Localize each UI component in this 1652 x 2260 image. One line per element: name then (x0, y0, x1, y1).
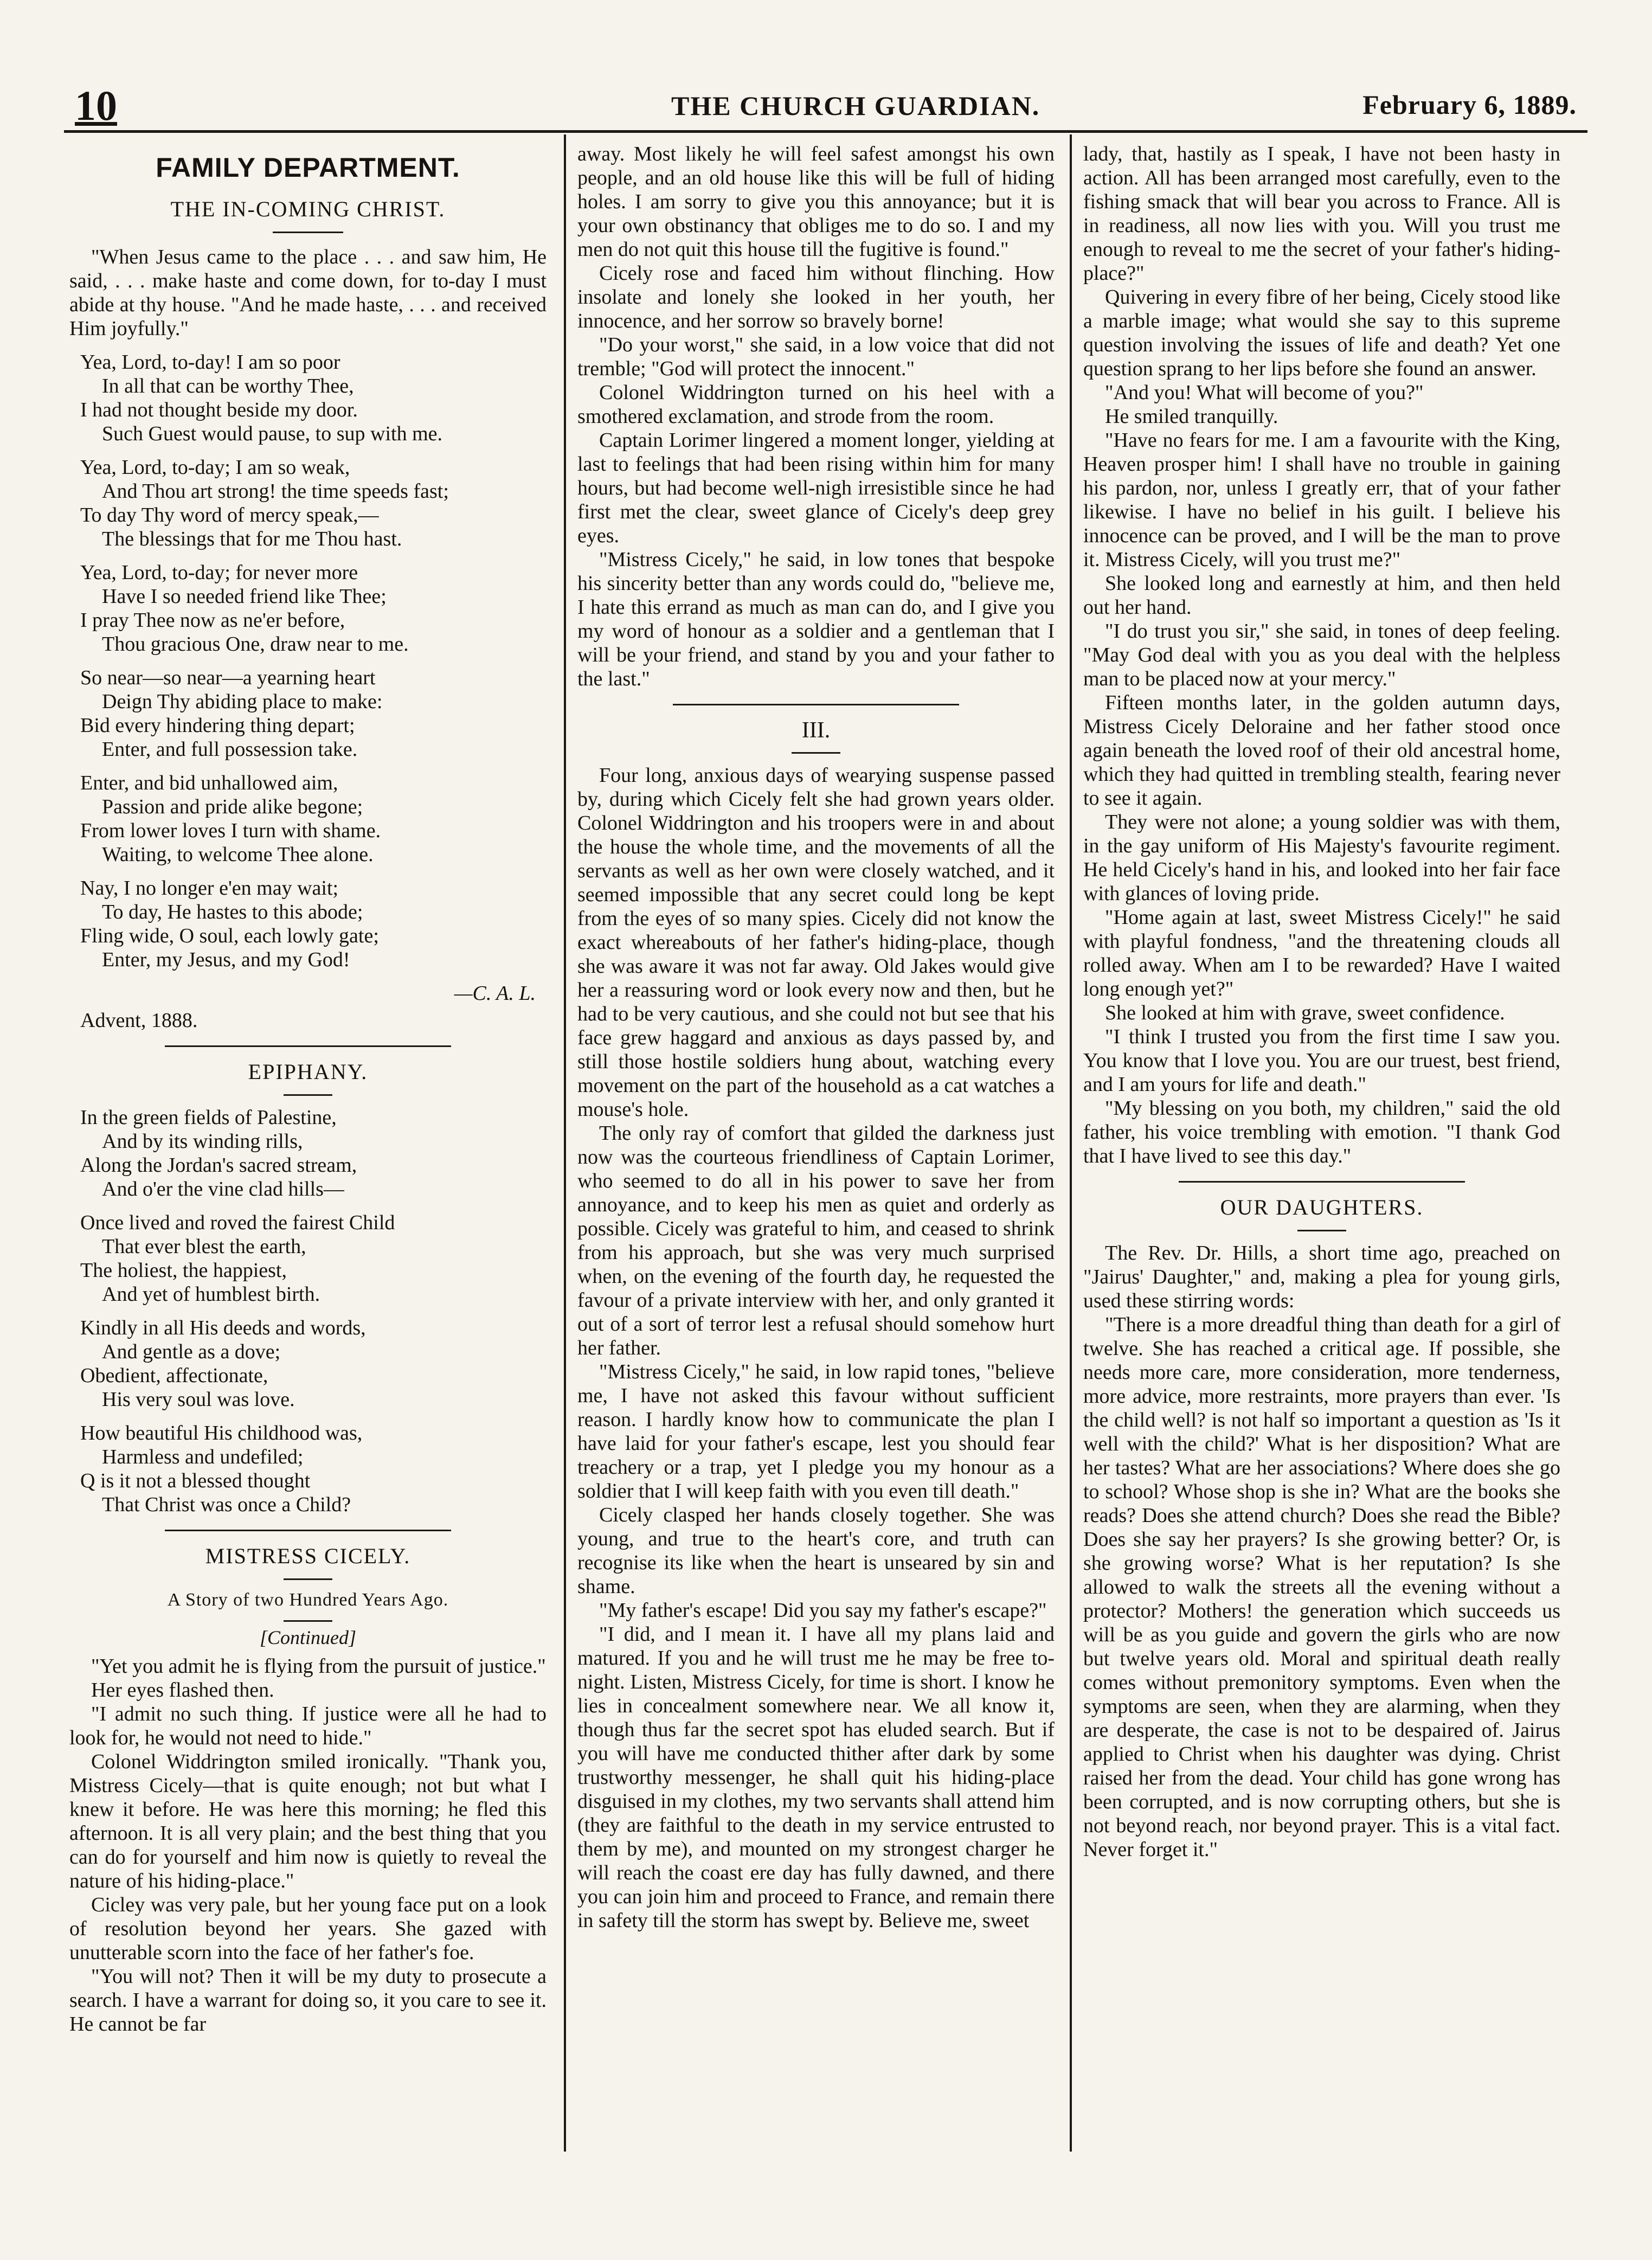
verse-line: Yea, Lord, to-day; for never more (80, 561, 358, 584)
divider (165, 1530, 451, 1531)
poem-title: THE IN-COMING CHRIST. (170, 197, 446, 221)
paragraph: Cicely clasped her hands closely together. She was young, and true to the heart's core, and truth can recognise its like when the heart is unseared by sin and shame. (577, 1504, 1055, 1598)
column-rule (564, 134, 566, 2152)
paragraph: "My blessing on you both, my children," said the old father, his voice trembling with emotion. "I thank God that I have lived to see this day." (1083, 1097, 1560, 1167)
paragraph: Cicley was very pale, but her young face put on a look of resolution beyond her years. She gazed with unutterable scorn into the face of her father's foe. (69, 1893, 547, 1964)
poem-signature: —C. A. L. (454, 982, 536, 1005)
divider (1297, 1230, 1346, 1231)
story-text (69, 1654, 547, 2036)
verse-line: And yet of humblest birth. (102, 1283, 320, 1306)
paragraph: She looked at him with grave, sweet confidence. (1105, 1001, 1505, 1024)
paragraph: Colonel Widdrington smiled ironically. "Thank you, Mistress Cicely—that is quite enough; not but what I knew it before. He was here this morning; he fled this afternoon. It is all very plain; and the best thing that you can do for yourself and him now is quietly to reveal the nature of his hiding-place." (69, 1750, 547, 1892)
divider (273, 232, 343, 233)
divider (673, 704, 959, 705)
paragraph: "I did, and I mean it. I have all my plans laid and matured. If you and he will trust me he may be free to-night. Listen, Mistress Cicely, for time is short. I know he lies in concealment somewhere near. We all know it, though thus far the secret spot has eluded search. But if you will have me conducted thither after dark by some trustworthy messenger, he shall quit his hiding-place disguised in my clothes, my two servants shall attend him (they are faithful to the death in my service entrusted to them by me), and mounted on my strongest charger he will reach the coast ere day has fully dawned, and there you can join him and proceed to France, and remain there in safety till the storm has swept by. Believe me, sweet (577, 1623, 1055, 1932)
column-1 (69, 142, 547, 2148)
verse-line: From lower loves I turn with shame. (80, 819, 381, 842)
paragraph: "I think I trusted you from the first time I saw you. You know that I love you. You are our truest, best friend, and I am yours for life and death." (1083, 1025, 1560, 1096)
verse-line: Yea, Lord, to-day; I am so weak, (80, 456, 350, 479)
article-text (1083, 1241, 1560, 1861)
verse-line: Q is it not a blessed thought (80, 1469, 311, 1492)
paragraph: "Mistress Cicely," he said, in low rapid tones, "believe me, I have not asked this favour without sufficient reason. I hardly know how to communicate the plan I have laid for your father's escape, lest you should fear treachery or a trap, yet I pledge you my honour as a soldier that I will keep faith with you even till death." (577, 1360, 1055, 1503)
verse-line: Harmless and undefiled; (102, 1446, 304, 1468)
verse-line: Deign Thy abiding place to make: (102, 690, 383, 713)
verse-line: Such Guest would pause, to sup with me. (102, 422, 443, 445)
column-2 (577, 142, 1055, 2148)
paragraph: "Mistress Cicely," he said, in low tones that bespoke his sincerity better than any words could do, "believe me, I hate this errand as much as man can do, and I give you my word of honour as a soldier and a gentleman that I will be your friend, and stand by you and your father to the last." (577, 548, 1055, 690)
verse-line: Kindly in all His deeds and words, (80, 1317, 366, 1339)
verse-line: How beautiful His childhood was, (80, 1422, 363, 1444)
article-title: OUR DAUGHTERS. (1220, 1195, 1424, 1219)
epigraph: "When Jesus came to the place . . . and saw him, He said, . . . make haste and come down, for to-day I must abide at thy house. "And he made haste, . . . and received Him joyfully." (69, 246, 547, 340)
verse-line: Along the Jordan's sacred stream, (80, 1154, 357, 1177)
verse-line: Once lived and roved the fairest Child (80, 1211, 395, 1234)
verse-line: To day, He hastes to this abode; (102, 901, 363, 923)
verse-line: I pray Thee now as ne'er before, (80, 609, 345, 632)
verse-line: So near—so near—a yearning heart (80, 666, 376, 689)
page-header (64, 81, 1587, 130)
paragraph: Colonel Widdrington turned on his heel with a smothered exclamation, and strode from the room. (577, 381, 1055, 428)
story-text (577, 763, 1055, 1932)
section-numeral: III. (801, 718, 831, 743)
verse-line: The blessings that for me Thou hast. (102, 528, 402, 550)
verse-line: To day Thy word of mercy speak,— (80, 504, 379, 527)
paragraph: The Rev. Dr. Hills, a short time ago, preached on "Jairus' Daughter," and, making a plea for young girls, used these stirring words: (1083, 1242, 1560, 1312)
paragraph: Cicely rose and faced him without flinching. How insolate and lonely she looked in her youth, her innocence, and her sorrow so bravely borne! (577, 262, 1055, 332)
paragraph: "There is a more dreadful thing than death for a girl of twelve. She has reached a critical age. If possible, she needs more care, more consideration, more tenderness, more advice, more restraints, more prayers than ever. 'Is the child well? is not half so important a question as 'Is it well with the child?' What is her disposition? What are her tastes? What are her associations? Where does she go to school? Whose shop is she in? What are the books she reads? Does she attend church? Does she read the Bible? Does she say her prayers? Is she growing better? Or, is she growing worse? What is her reputation? Is she allowed to walk the streets all the evening without a protector? Mothers! the generation which succeeds us will be as you guide and govern the girls who are now but twelve years old. Moral and spiritual death really comes without premonitory symptoms. Even when the symptoms are seen, when they are alarming, when they are desperate, the case is not to be despaired of. Jairus applied to Christ when his daughter was dying. Christ raised her from the dead. Your child has gone wrong has been corrupted, and is now corrupting others, but she is not beyond reach, nor beyond prayer. This is a vital fact. Never forget it." (1083, 1313, 1560, 1861)
stanza (80, 350, 547, 446)
paragraph: The only ray of comfort that gilded the darkness just now was the courteous friendliness of Captain Lorimer, who seemed to do all in his power to save her from annoyance, and to keep his men as quiet and orderly as possible. Cicely was grateful to him, and ceased to shrink from his approach, but she was very much surprised when, on the evening of the fourth day, he requested the favour of a private interview with her, and only granted it out of a sort of terror lest a refusal should somehow hurt her father. (577, 1122, 1055, 1359)
issue-date: February 6, 1889. (1362, 89, 1577, 120)
divider (284, 1620, 332, 1622)
stanza (80, 1316, 547, 1411)
divider (792, 752, 840, 754)
stanza (80, 561, 547, 656)
verse-line: Enter, and bid unhallowed aim, (80, 772, 338, 794)
paragraph: "I do trust you sir," she said, in tones of deep feeling. "May God deal with you as you deal with the helpless man to be placed now at your mercy." (1083, 620, 1560, 690)
verse-line: Have I so needed friend like Thee; (102, 585, 387, 608)
stanza (80, 1106, 547, 1201)
story-subtitle: A Story of two Hundred Years Ago. (167, 1590, 449, 1610)
verse-line: Waiting, to welcome Thee alone. (102, 843, 374, 866)
column-rule (1070, 134, 1072, 2152)
verse-line: And gentle as a dove; (102, 1340, 281, 1363)
paragraph: They were not alone; a young soldier was with them, in the gay uniform of His Majesty's favourite regiment. He held Cicely's hand in his, and looked into her fair face with glances of loving pride. (1083, 811, 1560, 905)
stanza (80, 771, 547, 866)
poem-dateline: Advent, 1888. (80, 1009, 198, 1032)
paragraph: "Do your worst," she said, in a low voice that did not tremble; "God will protect the innocent." (577, 333, 1055, 380)
stanza (80, 666, 547, 761)
divider (284, 1094, 332, 1096)
paragraph: Captain Lorimer lingered a moment longer, yielding at last to feelings that had been rising within him for many hours, but had become well-nigh irresistible since he had first met the clear, sweet glance of Cicely's deep grey eyes. (577, 429, 1055, 547)
paragraph: away. Most likely he will feel safest amongst his own people, and an old house like this will be full of hiding holes. I am sorry to give you this annoyance; but it is your own obstinancy that obliges me to do so. I and my men do not quit this house till the fugitive is found." (577, 143, 1055, 261)
page-number: 10 (75, 82, 117, 129)
poem-body (69, 1106, 547, 1517)
story-text (1083, 142, 1560, 1168)
column-3 (1083, 142, 1560, 2148)
verse-line: His very soul was love. (102, 1388, 295, 1411)
verse-line: Enter, and full possession take. (102, 738, 358, 761)
poem-body (69, 350, 547, 972)
verse-line: Passion and pride alike begone; (102, 795, 363, 818)
divider (165, 1045, 451, 1047)
paragraph: lady, that, hastily as I speak, I have not been hasty in action. All has been arranged most carefully, even to the fishing smack that will bear you across to France. All is in readiness, all now lies with you. Will you trust me enough to reveal to me the secret of your father's hiding-place?" (1083, 143, 1560, 285)
stanza (80, 1211, 547, 1306)
header-rule (64, 130, 1587, 133)
paragraph: "Have no fears for me. I am a favourite with the King, Heaven prosper him! I shall have no trouble in gaining his pardon, nor, unless I greatly err, that of your father likewise. I have no belief in his guilt. I believe his innocence can be proved, and I will be the man to prove it. Mistress Cicely, will you trust me?" (1083, 429, 1560, 571)
verse-line: Fling wide, O soul, each lowly gate; (80, 924, 379, 947)
paragraph: "And you! What will become of you?" (1105, 381, 1424, 404)
story-title: MISTRESS CICELY. (205, 1544, 411, 1568)
verse-line: And Thou art strong! the time speeds fast; (102, 480, 449, 503)
divider (284, 1578, 332, 1580)
verse-line: And by its winding rills, (102, 1130, 303, 1153)
verse-line: The holiest, the happiest, (80, 1259, 287, 1282)
verse-line: And o'er the vine clad hills— (102, 1178, 344, 1200)
verse-line: Bid every hindering thing depart; (80, 714, 355, 737)
continued-note: [Continued] (259, 1627, 356, 1648)
publication-title: THE CHURCH GUARDIAN. (671, 91, 1040, 121)
paragraph: Her eyes flashed then. (91, 1679, 274, 1702)
verse-line: In the green fields of Palestine, (80, 1106, 337, 1129)
divider (1179, 1181, 1465, 1183)
verse-line: Yea, Lord, to-day! I am so poor (80, 351, 340, 374)
paragraph: "I admit no such thing. If justice were all he had to look for, he would not need to hide." (69, 1703, 547, 1749)
story-text (577, 142, 1055, 691)
verse-line: Nay, I no longer e'en may wait; (80, 877, 339, 900)
paragraph: "My father's escape! Did you say my father's escape?" (599, 1599, 1047, 1622)
poem-title: EPIPHANY. (248, 1060, 368, 1084)
paragraph: "Yet you admit he is flying from the pursuit of justice." (91, 1655, 546, 1678)
verse-line: That Christ was once a Child? (102, 1493, 351, 1516)
verse-line: In all that can be worthy Thee, (102, 375, 354, 397)
verse-line: I had not thought beside my door. (80, 399, 358, 421)
paragraph: "You will not? Then it will be my duty to prosecute a search. I have a warrant for doing so, it you care to see it. He cannot be far (69, 1965, 547, 2036)
stanza (80, 455, 547, 551)
paragraph: She looked long and earnestly at him, and then held out her hand. (1083, 572, 1560, 619)
verse-line: Thou gracious One, draw near to me. (102, 633, 409, 656)
paragraph: He smiled tranquilly. (1105, 405, 1278, 428)
stanza (80, 876, 547, 972)
paragraph: Fifteen months later, in the golden autumn days, Mistress Cicely Deloraine and her father stood once again beneath the loved roof of their old ancestral home, which they had quitted in trembling stealth, fearing never to see it again. (1083, 691, 1560, 810)
paragraph: Four long, anxious days of wearying suspense passed by, during which Cicely felt she had grown years older. Colonel Widdrington and his troopers were in and about the house the whole time, and the movements of all the servants as well as her own were closely watched, and it seemed impossible that any secret could long be kept from the eyes of so many spies. Cicely did not know the exact whereabouts of her father's hiding-place, though she was aware it was not far away. Old Jakes would give her a reassuring word or look every now and then, but he had to be very cautious, and she could not but see that his face grew haggard and anxious as days passed by, and still those hostile soldiers hung about, watching every movement on the part of the household as a cat watches a mouse's hole. (577, 764, 1055, 1121)
verse-line: That ever blest the earth, (102, 1235, 306, 1258)
verse-line: Obedient, affectionate, (80, 1364, 268, 1387)
verse-line: Enter, my Jesus, and my God! (102, 948, 350, 971)
paragraph: Quivering in every fibre of her being, Cicely stood like a marble image; what would she say to this supreme question involving the issues of life and death? Yet one question sprang to her lips before she found an answer. (1083, 286, 1560, 380)
stanza (80, 1421, 547, 1517)
department-heading: FAMILY DEPARTMENT. (156, 152, 460, 183)
paragraph: "Home again at last, sweet Mistress Cicely!" he said with playful fondness, "and the threatening clouds all rolled away. When am I to be rewarded? Have I waited long enough yet?" (1083, 906, 1560, 1000)
